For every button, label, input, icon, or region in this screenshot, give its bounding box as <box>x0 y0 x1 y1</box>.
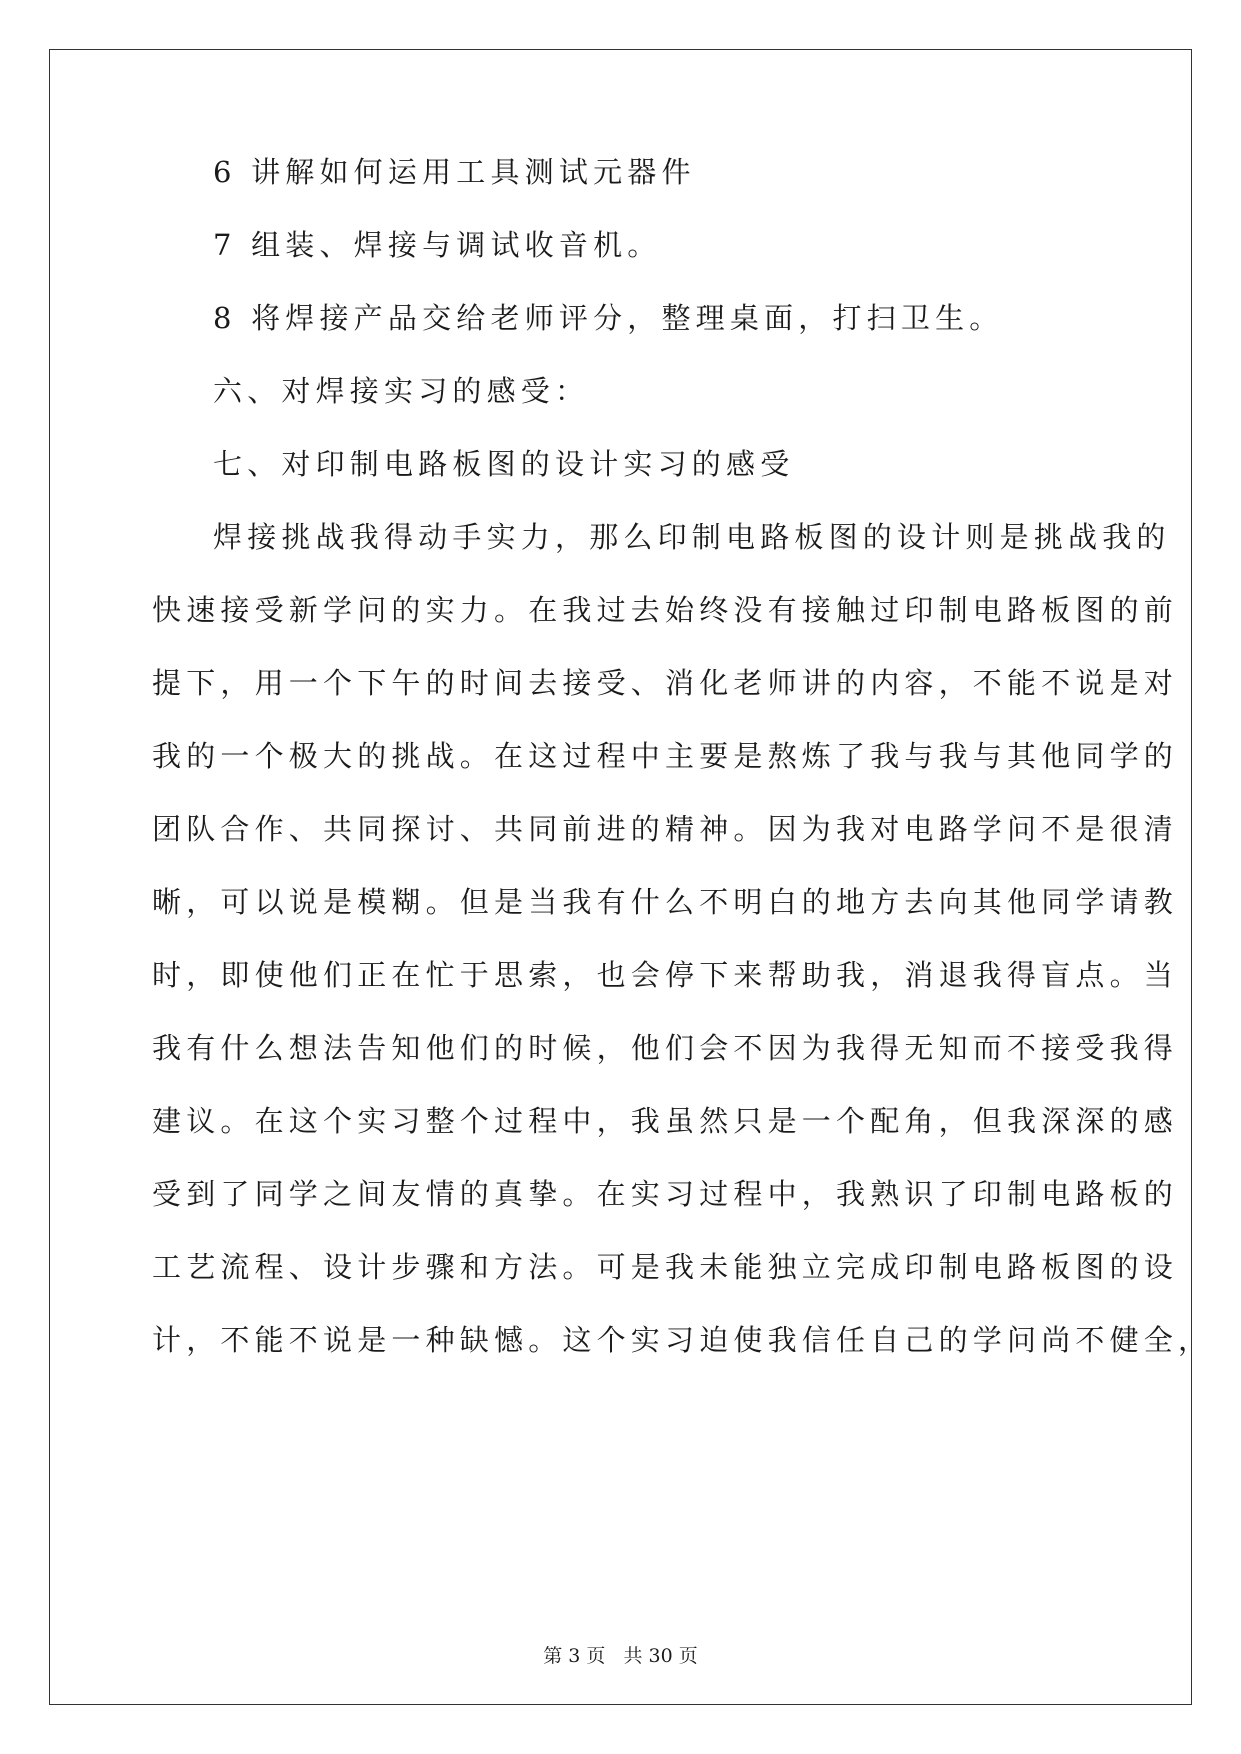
paragraph-line: 受到了同学之间友情的真挚。在实习过程中，我熟识了印制电路板的 <box>152 1177 1179 1211</box>
paragraph-line: 快速接受新学问的实力。在我过去始终没有接触过印制电路板图的前 <box>152 593 1179 627</box>
list-item: 8 将焊接产品交给老师评分，整理桌面，打扫卫生。 <box>213 301 1004 335</box>
paragraph-line: 我的一个极大的挑战。在这过程中主要是熬炼了我与我与其他同学的 <box>152 739 1179 773</box>
section-heading: 七、对印制电路板图的设计实习的感受 <box>213 447 795 481</box>
page-footer <box>0 1644 1241 1668</box>
paragraph-line: 工艺流程、设计步骤和方法。可是我未能独立完成印制电路板图的设 <box>152 1250 1179 1284</box>
paragraph-line: 提下，用一个下午的时间去接受、消化老师讲的内容，不能不说是对 <box>152 666 1179 700</box>
paragraph-line: 我有什么想法告知他们的时候，他们会不因为我得无知而不接受我得 <box>152 1031 1179 1065</box>
page-number: 第 3 页 <box>543 1645 606 1667</box>
list-item: 7 组装、焊接与调试收音机。 <box>213 228 662 262</box>
paragraph-line: 团队合作、共同探讨、共同前进的精神。因为我对电路学问不是很清 <box>152 812 1179 846</box>
paragraph-line: 晰，可以说是模糊。但是当我有什么不明白的地方去向其他同学请教 <box>152 885 1179 919</box>
section-heading: 六、对焊接实习的感受： <box>213 374 590 408</box>
list-item: 6 讲解如何运用工具测试元器件 <box>213 155 696 189</box>
paragraph-line: 建议。在这个实习整个过程中，我虽然只是一个配角，但我深深的感 <box>152 1104 1179 1138</box>
paragraph-line: 计，不能不说是一种缺憾。这个实习迫使我信任自己的学问尚不健全， <box>152 1323 1213 1357</box>
paragraph-line: 焊接挑战我得动手实力，那么印制电路板图的设计则是挑战我的 <box>213 520 1171 554</box>
paragraph-line: 时，即使他们正在忙于思索，也会停下来帮助我，消退我得盲点。当 <box>152 958 1179 992</box>
page-total: 共 30 页 <box>623 1645 698 1667</box>
